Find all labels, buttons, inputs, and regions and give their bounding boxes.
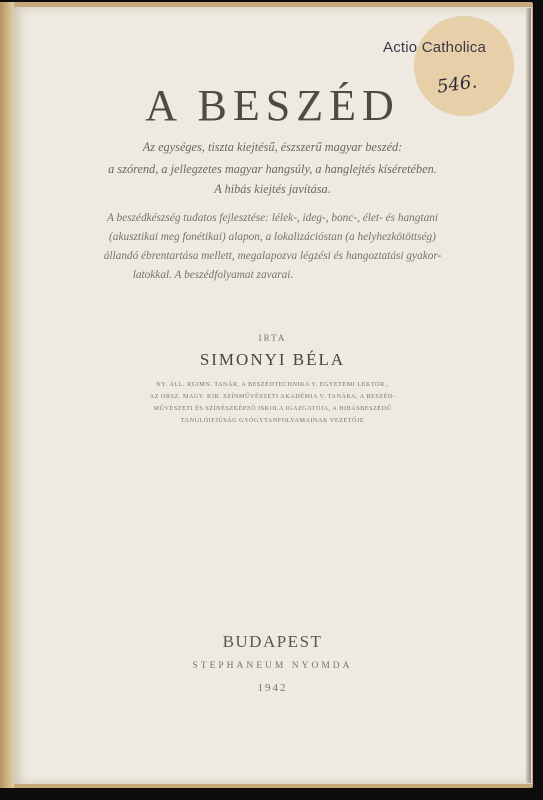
written-by-label: IRTA [258,333,287,343]
publication-year: 1942 [257,682,288,694]
credentials-line: MŰVÉSZETI ÉS SZÍNÉSZKÉPZŐ ISKOLA IGAZGATÓJA, A HIBÁSBESZÉDŰ [153,405,392,412]
stamp-text: Actio Catholica [383,39,487,56]
book-title: A BESZÉD [145,81,400,130]
subtitle-line: Az egységes, tiszta kiejtésű, észszerű magyar beszéd: [142,140,403,154]
subtitle-line: a szórend, a jellegzetes magyar hangsúly, a hanglejtés kíséretében. [108,162,437,176]
description-line: A beszédkészség tudatos fejlesztése: lélek-, ideg-, bonc-, élet- és hangtani [106,212,439,224]
credentials-line: NY. ÁLL. RGIMN. TANÁR, A BESZÉDTECHNIKA Y. EGYETEMI LEKTOR., [156,381,389,388]
stamp-number: 546. [435,71,479,98]
description-line: latokkal. A beszédfolyamat zavarai. [132,269,294,281]
book-spine [0,2,14,788]
publisher-name: STEPHANEUM NYOMDA [192,661,353,671]
credentials-line: TANULÓIFJÚSÁG GYÓGYTANFOLYAMAINAK VEZETŐJE [180,417,365,424]
subtitle-line: A hibás kiejtés javítása. [214,182,331,196]
description-line: állandó ébrentartása mellett, megalapozva légzési és hangoztatási gyakor- [103,250,442,262]
publication-city: BUDAPEST [222,632,323,651]
author-name: SIMONYI BÉLA [199,350,346,369]
description-line: (akusztikai meg fonétikai) alapon, a lokalizációstan (a helyhezkötöttség) [109,231,436,243]
credentials-line: AZ ORSZ. MAGY. KIR. SZÍNMŰVÉSZETI AKADÉMIA V. TANÁRA, A BESZÉD- [149,393,396,400]
